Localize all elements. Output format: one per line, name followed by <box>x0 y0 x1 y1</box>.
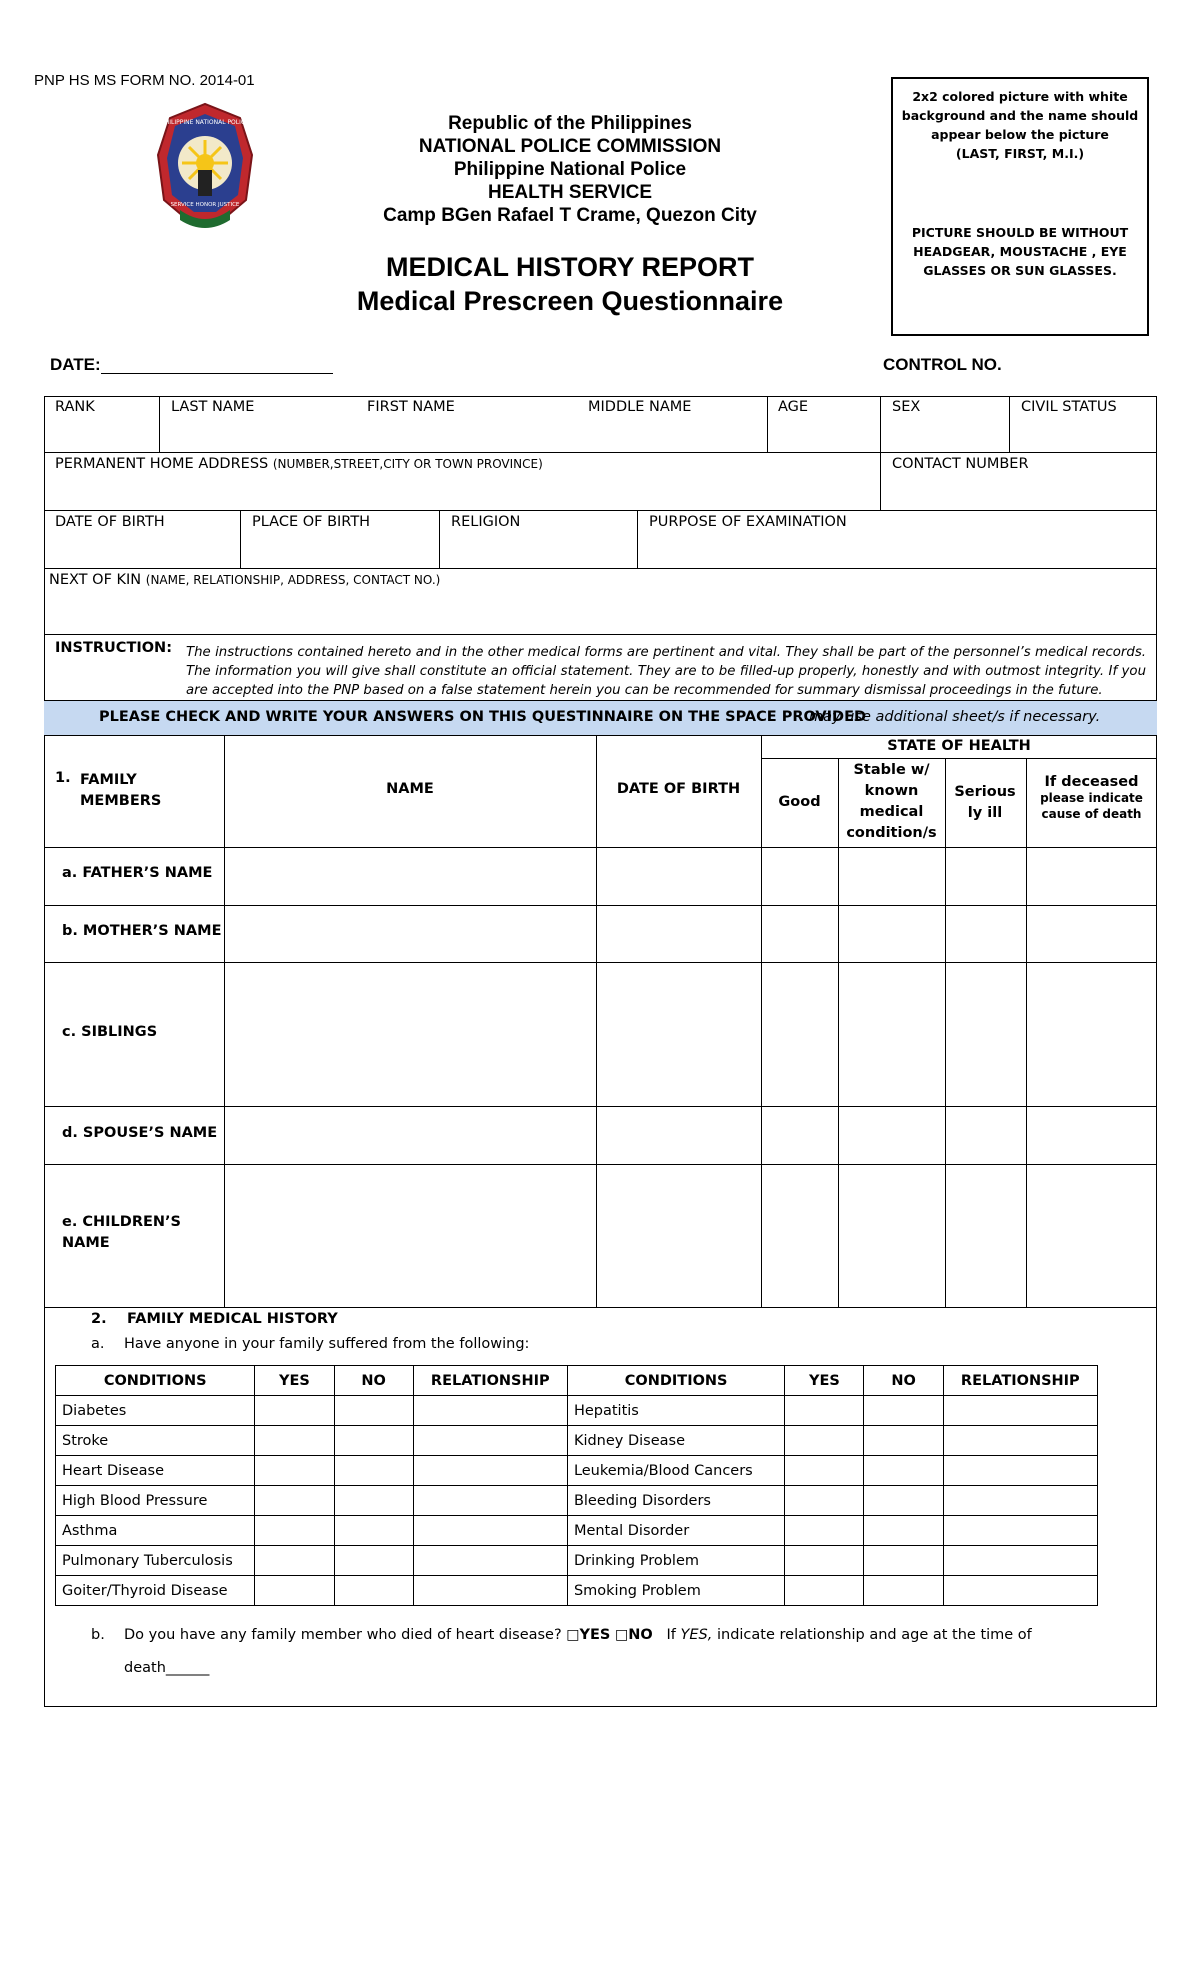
last-name-field[interactable]: LAST NAME <box>171 399 255 415</box>
condition-cell: Stroke <box>56 1426 255 1456</box>
photo-line3: PICTURE SHOULD BE WITHOUT HEADGEAR, MOUSTACHE , EYE GLASSES OR SUN GLASSES. <box>911 225 1129 278</box>
photo-line2: (LAST, FIRST, M.I.) <box>955 146 1085 161</box>
condition-cell: High Blood Pressure <box>56 1486 255 1516</box>
condition-cell: Diabetes <box>56 1396 255 1426</box>
condition-cell: Asthma <box>56 1516 255 1546</box>
relationship-cell[interactable] <box>943 1456 1097 1486</box>
history-number: 2. <box>91 1311 107 1327</box>
form-title <box>330 250 810 318</box>
grid-line <box>637 510 638 568</box>
death-field[interactable]: death______ <box>124 1660 210 1676</box>
condition-cell: Hepatitis <box>567 1396 784 1426</box>
history-a-text: Have anyone in your family suffered from the following: <box>124 1336 530 1352</box>
family-members-header: FAMILY MEMBERS <box>80 772 162 809</box>
grid-line <box>224 736 225 1307</box>
grid-line <box>44 905 1157 906</box>
grid-line <box>44 568 1157 569</box>
no-cell[interactable] <box>334 1486 413 1516</box>
next-of-kin-field[interactable] <box>49 572 440 588</box>
yes-cell[interactable] <box>255 1576 334 1606</box>
col-relationship: RELATIONSHIP <box>413 1366 567 1396</box>
address-note: (NUMBER,STREET,CITY OR TOWN PROVINCE) <box>272 457 543 471</box>
yes-cell[interactable] <box>255 1396 334 1426</box>
deceased-header <box>1026 774 1157 822</box>
first-name-field[interactable]: FIRST NAME <box>367 399 455 415</box>
family-number: 1. <box>55 770 71 786</box>
grid-line <box>44 847 1157 848</box>
table-header-row <box>56 1366 1098 1396</box>
relationship-cell[interactable] <box>943 1576 1097 1606</box>
grid-line <box>767 396 768 452</box>
no-cell[interactable] <box>864 1486 943 1516</box>
grid-line <box>44 510 1157 511</box>
deceased-note: please indicate cause of death <box>1040 791 1143 821</box>
b-question-text: Do you have any family member who died of heart disease? <box>124 1627 562 1643</box>
no-cell[interactable] <box>864 1516 943 1546</box>
condition-cell: Goiter/Thyroid Disease <box>56 1576 255 1606</box>
grid-line <box>44 1106 1157 1107</box>
condition-cell: Bleeding Disorders <box>567 1486 784 1516</box>
header-line: NATIONAL POLICE COMMISSION <box>418 136 722 157</box>
instruction-text: The instructions contained hereto and in the other medical forms are pertinent and vital. They shall be part of the personnel’s medical records. The information you will give shall constitute an official statement. They are to be filled-up properly, honestly and with outmost integrity. If you are accepted into the PNP based on a false statement herein you can be recommended for summary dismissal proceedings in the future. <box>186 645 1146 698</box>
stable-header: Stable w/ known medical condition/s <box>846 762 937 841</box>
table-row <box>56 1576 1098 1606</box>
relationship-cell[interactable] <box>943 1516 1097 1546</box>
col-no: NO <box>864 1366 943 1396</box>
no-cell[interactable] <box>334 1546 413 1576</box>
no-cell[interactable] <box>864 1396 943 1426</box>
address-field[interactable] <box>55 456 543 472</box>
agency-header <box>340 112 800 227</box>
grid-line <box>44 452 1157 453</box>
grid-line <box>439 510 440 568</box>
deceased-label: If deceased <box>1044 774 1139 790</box>
date-label: DATE: <box>50 355 101 374</box>
col-yes: YES <box>785 1366 864 1396</box>
condition-cell: Heart Disease <box>56 1456 255 1486</box>
sex-field[interactable]: SEX <box>892 399 921 415</box>
children-row-label: e. CHILDREN’S NAME <box>62 1214 181 1251</box>
col-conditions: CONDITIONS <box>567 1366 784 1396</box>
serious-header: Serious ly ill <box>954 784 1016 821</box>
checkbox-icon[interactable]: □ <box>615 1627 629 1643</box>
condition-cell: Leukemia/Blood Cancers <box>567 1456 784 1486</box>
no-cell[interactable] <box>334 1396 413 1426</box>
yes-cell[interactable] <box>785 1396 864 1426</box>
spouse-row-label: d. SPOUSE’S NAME <box>62 1125 218 1141</box>
form-number: PNP HS MS FORM NO. 2014-01 <box>34 72 255 89</box>
table-row <box>56 1426 1098 1456</box>
yes-option: YES <box>579 1627 611 1643</box>
age-field[interactable]: AGE <box>778 399 809 415</box>
instruction-label: INSTRUCTION: <box>55 640 172 656</box>
conditions-table <box>55 1365 1098 1606</box>
relationship-cell[interactable] <box>413 1426 567 1456</box>
header-line: Philippine National Police <box>453 159 687 180</box>
rank-field[interactable]: RANK <box>55 399 95 415</box>
photo-line1: 2x2 colored picture with white background and the name should appear below the picture <box>901 89 1139 142</box>
good-header: Good <box>778 794 821 810</box>
yes-cell[interactable] <box>785 1456 864 1486</box>
grid-line <box>44 1164 1157 1165</box>
relationship-cell[interactable] <box>413 1396 567 1426</box>
grid-line <box>44 634 1157 635</box>
grid-line <box>761 758 1157 759</box>
yes-cell[interactable] <box>785 1576 864 1606</box>
table-row <box>56 1396 1098 1426</box>
answer-instruction-band <box>44 700 1157 736</box>
relationship-cell[interactable] <box>413 1456 567 1486</box>
condition-cell: Pulmonary Tuberculosis <box>56 1546 255 1576</box>
photo-instructions <box>901 87 1139 163</box>
header-line: Republic of the Philippines <box>448 113 692 134</box>
table-row <box>56 1546 1098 1576</box>
grid-line <box>945 758 946 1307</box>
col-relationship: RELATIONSHIP <box>943 1366 1097 1396</box>
no-cell[interactable] <box>864 1456 943 1486</box>
col-conditions: CONDITIONS <box>56 1366 255 1396</box>
yes-cell[interactable] <box>255 1516 334 1546</box>
yes-cell[interactable] <box>785 1516 864 1546</box>
pnp-logo <box>150 100 260 240</box>
history-b-label: b. <box>91 1627 105 1643</box>
relationship-cell[interactable] <box>413 1576 567 1606</box>
grid-line <box>159 396 160 452</box>
relationship-cell[interactable] <box>943 1486 1097 1516</box>
relationship-cell[interactable] <box>413 1486 567 1516</box>
history-title: FAMILY MEDICAL HISTORY <box>127 1311 338 1327</box>
photo-box[interactable] <box>891 77 1149 336</box>
religion-field[interactable]: RELIGION <box>451 514 521 530</box>
relationship-cell[interactable] <box>943 1426 1097 1456</box>
no-cell[interactable] <box>864 1546 943 1576</box>
header-line: HEALTH SERVICE <box>488 182 652 203</box>
condition-cell: Smoking Problem <box>567 1576 784 1606</box>
b-tail: indicate relationship and age at the time of <box>716 1627 1032 1643</box>
grid-line <box>761 736 762 1307</box>
condition-cell: Mental Disorder <box>567 1516 784 1546</box>
title-main: MEDICAL HISTORY REPORT <box>385 252 755 282</box>
yes-cell[interactable] <box>785 1486 864 1516</box>
control-no-label: CONTROL NO. <box>883 355 1002 374</box>
relationship-cell[interactable] <box>943 1396 1097 1426</box>
b-if: If <box>666 1627 676 1643</box>
relationship-cell[interactable] <box>413 1516 567 1546</box>
kin-label: NEXT OF KIN <box>49 572 142 588</box>
history-b-question <box>124 1627 1114 1643</box>
place-of-birth-field[interactable]: PLACE OF BIRTH <box>252 514 371 530</box>
condition-cell: Drinking Problem <box>567 1546 784 1576</box>
name-header: NAME <box>386 781 434 797</box>
kin-note: (NAME, RELATIONSHIP, ADDRESS, CONTACT NO.) <box>145 573 441 587</box>
father-row-label: a. FATHER’S NAME <box>62 865 213 881</box>
address-label: PERMANENT HOME ADDRESS <box>55 456 269 472</box>
yes-cell[interactable] <box>255 1456 334 1486</box>
grid-line <box>44 962 1157 963</box>
state-of-health-header: STATE OF HEALTH <box>887 738 1031 754</box>
title-sub: Medical Prescreen Questionnaire <box>356 286 784 316</box>
no-option: NO <box>628 1627 653 1643</box>
checkbox-icon[interactable]: □ <box>566 1627 580 1643</box>
no-cell[interactable] <box>864 1576 943 1606</box>
table-row <box>56 1456 1098 1486</box>
col-yes: YES <box>255 1366 334 1396</box>
logo-text-top: PHILIPPINE NATIONAL POLICE <box>161 119 249 126</box>
no-cell[interactable] <box>334 1516 413 1546</box>
grid-line <box>1026 758 1027 1307</box>
yes-cell[interactable] <box>255 1486 334 1516</box>
header-line: Camp BGen Rafael T Crame, Quezon City <box>383 205 757 226</box>
band-extra: may use additional sheet/s if necessary. <box>809 709 1101 725</box>
contact-number-field[interactable]: CONTACT NUMBER <box>892 456 1029 472</box>
band-main: PLEASE CHECK AND WRITE YOUR ANSWERS ON THIS QUESTINNAIRE ON THE SPACE PROVIDED <box>99 709 867 725</box>
date-of-birth-field[interactable]: DATE OF BIRTH <box>55 514 165 530</box>
no-cell[interactable] <box>334 1576 413 1606</box>
logo-text-bottom: SERVICE HONOR JUSTICE <box>170 202 240 208</box>
yes-cell[interactable] <box>255 1426 334 1456</box>
relationship-cell[interactable] <box>943 1546 1097 1576</box>
b-yes-italic: YES, <box>680 1627 713 1643</box>
relationship-cell[interactable] <box>413 1546 567 1576</box>
col-no: NO <box>334 1366 413 1396</box>
yes-cell[interactable] <box>255 1546 334 1576</box>
condition-cell: Kidney Disease <box>567 1426 784 1456</box>
yes-cell[interactable] <box>785 1546 864 1576</box>
mother-row-label: b. MOTHER’S NAME <box>62 923 222 939</box>
civil-status-field[interactable]: CIVIL STATUS <box>1021 399 1117 415</box>
table-row <box>56 1516 1098 1546</box>
history-a-label: a. <box>91 1336 105 1352</box>
date-field[interactable] <box>101 373 333 374</box>
siblings-row-label: c. SIBLINGS <box>62 1024 158 1040</box>
grid-line <box>880 396 881 510</box>
grid-line <box>596 736 597 1307</box>
grid-line <box>1009 396 1010 452</box>
middle-name-field[interactable]: MIDDLE NAME <box>588 399 692 415</box>
no-cell[interactable] <box>334 1426 413 1456</box>
grid-line <box>240 510 241 568</box>
dob-header: DATE OF BIRTH <box>616 781 741 797</box>
yes-cell[interactable] <box>785 1426 864 1456</box>
no-cell[interactable] <box>864 1426 943 1456</box>
no-cell[interactable] <box>334 1456 413 1486</box>
purpose-field[interactable]: PURPOSE OF EXAMINATION <box>649 514 847 530</box>
table-row <box>56 1486 1098 1516</box>
grid-line <box>44 1307 1157 1308</box>
